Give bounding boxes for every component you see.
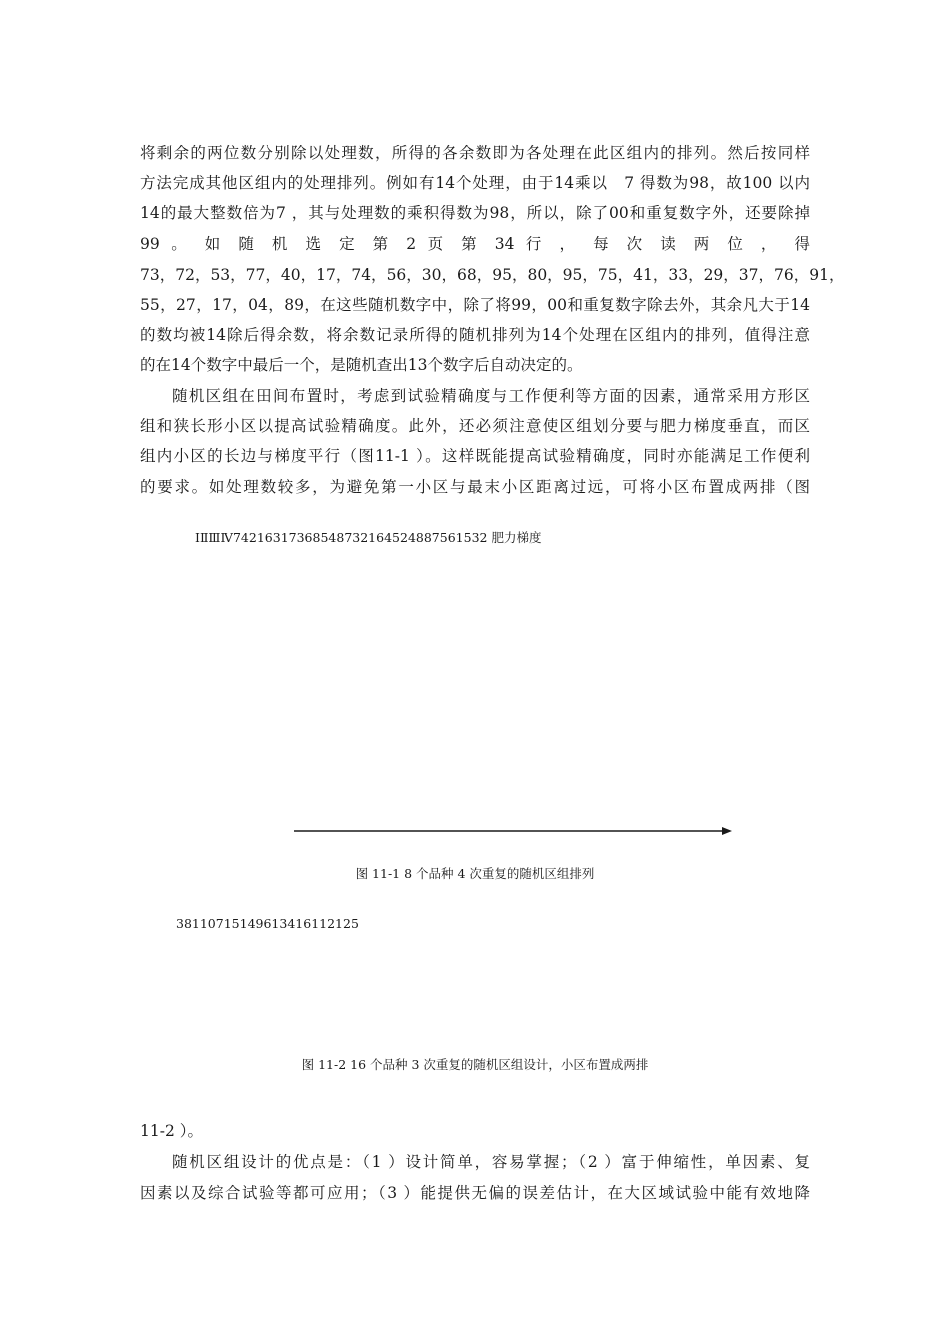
figure1-labels: ⅠⅡⅢⅣ74216317368548732164524887561532 肥力梯度 xyxy=(195,530,542,545)
paragraph-line: 14的最大整数倍为7 ，其与处理数的乘积得数为98，所以，除了00和重复数字外，还要除掉 xyxy=(140,204,810,222)
paragraph-line: 组内小区的长边与梯度平行（图11-1 ）。这样既能提高试验精确度，同时亦能满足工作便利 xyxy=(140,447,810,465)
paragraph-line: 55，27，17，04，89，在这些随机数字中，除了将99，00和重复数字除去外，其余凡大于14 xyxy=(140,296,810,314)
paragraph-line: 组和狭长形小区以提高试验精确度。此外，还必须注意使区组划分要与肥力梯度垂直，而区 xyxy=(140,417,810,435)
figure2-caption: 图 11-2 16 个品种 3 次重复的随机区组设计，小区布置成两排 xyxy=(301,1057,649,1072)
paragraph-line: 的在14个数字中最后一个，是随机查出13个数字后自动决定的。 xyxy=(140,356,583,374)
fertility-gradient-arrow-icon xyxy=(294,824,734,838)
paragraph-line: 随机区组在田间布置时，考虑到试验精确度与工作便利等方面的因素，通常采用方形区 xyxy=(172,387,810,405)
paragraph-line: 方法完成其他区组内的处理排列。例如有14个处理，由于14乘以 7 得数为98，故100 以内 xyxy=(140,174,810,192)
paragraph-line: 11-2 ）。 xyxy=(140,1122,203,1140)
figure1-caption: 图 11-1 8 个品种 4 次重复的随机区组排列 xyxy=(355,866,595,881)
paragraph-line: 73，72，53，77，40，17，74，56，30，68，95，80，95，75，41，33，29，37，76，91， xyxy=(140,266,845,284)
paragraph-line: 的数均被14除后得余数，将余数记录所得的随机排列为14个处理在区组内的排列，值得注意 xyxy=(140,326,810,344)
paragraph-line: 因素以及综合试验等都可应用；（3 ）能提供无偏的误差估计，在大区域试验中能有效地降 xyxy=(140,1184,810,1202)
paragraph-line: 将剩余的两位数分别除以处理数，所得的各余数即为各处理在此区组内的排列。然后按同样 xyxy=(140,144,810,162)
paragraph-line: 99 。 如 随 机 选 定 第 2 页 第 34 行 ， 每 次 读 两 位 ， 得 xyxy=(140,235,810,253)
paragraph-line: 随机区组设计的优点是：（1 ）设计简单，容易掌握；（2 ）富于伸缩性，单因素、复 xyxy=(172,1153,810,1171)
paragraph-line: 的要求。如处理数较多，为避免第一小区与最末小区距离过远，可将小区布置成两排（图 xyxy=(140,478,810,496)
figure2-labels: 38110715149613416112125 xyxy=(176,916,359,931)
